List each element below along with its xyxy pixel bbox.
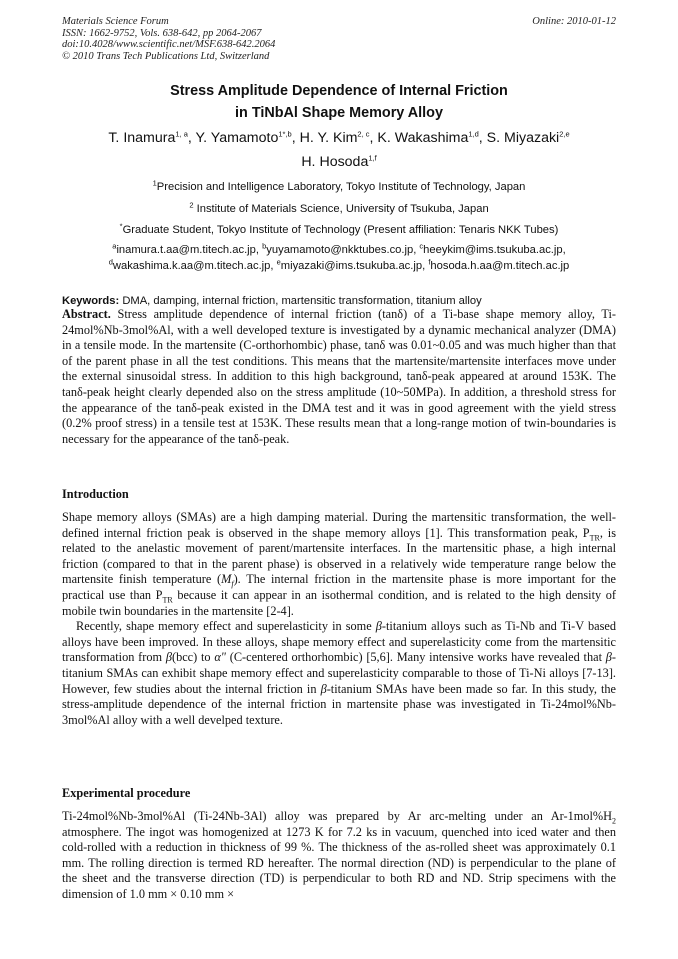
author-mark: 1*,b [278,129,292,139]
affiliation-text: Precision and Intelligence Laboratory, Tokyo Institute of Technology, Japan [156,181,526,193]
experimental-body [62,809,616,903]
email-mark: f [428,256,431,266]
journal-header [62,16,616,62]
abstract [62,307,616,447]
online-date: Online: 2010-01-12 [532,16,616,27]
author-name: S. Miyazaki [486,130,560,146]
author-list: T. Inamura$^{1, a}$, Y. Yamamoto$^{1*,b}$, H. Y. Kim$^{2, c}$, K. Wakashima$^{1,d}$, S. Miyazaki$^{2,e}$ H. Hosoda$^{1,f}$ [108,129,570,170]
author-mark: 1,d [468,129,479,139]
doi-line: doi:10.4028/www.scientific.net/MSF.638-642.2064 [62,39,276,51]
email-address[interactable]: wakashima.k.aa@m.titech.ac.jp, [112,259,274,272]
abstract-text: Stress amplitude dependence of internal friction (tanδ) of a Ti-base shape memory alloy, Ti-24mol%Nb-3mol%Al, with a well developed texture is investigated by a dynamic mechanical analyzer (DMA) in a tensile mode. In the martensite (C-orthorhombic) phase, tanδ was 0.01~0.05 and was much higher than that of the parent phase in all the test conditions. This means that the martensite/martensite interfaces move under the external sinusoidal stress. In addition to this high background, tanδ-peak appeared at around 153K. The tanδ-peak height clearly depended also on the stress amplitude (10~50MPa). In addition, a threshold stress for the appearance of the tanδ-peak existed in the DMA test and it was in good agreement with the yield stress (0.2% proof stress) in a tensile test at 153K. These results mean that a long-range motion of twin-boundaries is necessary for the appearance of the tanδ-peak. [62,307,617,446]
email-mark: e [276,256,281,266]
author-name: H. Hosoda [301,154,369,170]
affiliation-text: Graduate Student, Tokyo Institute of Technology (Present affiliation: Tenaris NKK Tubes) [122,224,559,236]
author-mark: 2, c [357,129,370,139]
affiliation-mark: * [119,221,123,231]
author-mark: 2,e [559,129,570,139]
introduction-body [62,510,616,728]
author-name: T. Inamura [108,130,176,146]
author-name: Y. Yamamoto [195,130,279,146]
intro-paragraph-1: Shape memory alloys (SMAs) are a high damping material. During the martensitic transformation, the well-defined internal friction peak is observed in the shape memory alloys [1]. This transformation peak, $P_{TR}$, is related to the anelastic movement of parent/martensite interfaces. In the martensitic phase, a high internal friction (compared to that in the parent phase) is observed in a relatively wide temperature range below the martensite finish temperature $(M_f)$. The internal friction in the martensite phase is more important for the practical use than $P_{TR}$ because it can appear in an isothermal condition, and is related to the high density of mobile twin boundaries in the martensite [2-4]. [62,510,617,618]
email-list [62,243,616,274]
author-name: H. Y. Kim [299,130,358,146]
email-address[interactable]: heeykim@ims.tsukuba.ac.jp, [423,244,566,256]
email-address[interactable]: hosoda.h.aa@m.titech.ac.jp [430,259,570,272]
affiliation-2 [62,202,616,217]
abstract-label: Abstract. [62,307,111,321]
section-heading-experimental: Experimental procedure [62,786,191,800]
keywords-text: DMA, damping, internal friction, martensitic transformation, titanium alloy [122,295,482,307]
title-line-1: Stress Amplitude Dependence of Internal Friction [170,83,508,99]
keywords-label: Keywords: [62,295,120,307]
copyright-line: © 2010 Trans Tech Publications Ltd, Switzerland [62,50,270,62]
affiliation-1 [62,180,616,195]
intro-paragraph-2: Recently, shape memory effect and superelasticity in some β-titanium alloys such as Ti-Nb and Ti-V based alloys have been improved. In these alloys, shape memory effect and superelasticity come from the martensitic transformation from β(bcc) to α" (C-centered orthorhombic) [5,6]. Many intensive works have revealed that β-titanium SMAs can exhibit shape memory effect and superelasticity comparable to those of Ti-Ni alloys [7-13]. However, few studies about the internal friction in β-titanium SMAs have been made so far. In this study, the stress-amplitude dependence of the internal friction in martensite phase was investigated in Ti-24mol%Nb-3mol%Al alloy with a well develped texture. [62,619,617,727]
affiliation-mark: 1 [152,178,157,188]
affiliation-3 [62,223,616,238]
affiliation-mark: 2 [189,200,194,210]
section-heading-introduction: Introduction [62,487,129,501]
email-mark: a [112,241,117,251]
email-mark: d [108,256,113,266]
email-mark: b [262,241,267,251]
email-address[interactable]: inamura.t.aa@m.titech.ac.jp, [116,244,259,256]
title-line-2: in TiNbAl Shape Memory Alloy [235,105,443,121]
affiliation-text: Institute of Materials Science, University of Tsukuba, Japan [196,203,489,215]
paper-title [62,80,616,124]
author-name: K. Wakashima [377,130,469,146]
email-address[interactable]: miyazaki@ims.tsukuba.ac.jp, [280,259,426,272]
email-mark: c [419,241,424,251]
experimental-paragraph-1: Ti-24mol%Nb-3mol%Al (Ti-24Nb-3Al) alloy was prepared by Ar arc-melting under an $Ar-1mol\%H_2$ atmosphere. The ingot was homogenized at 1273 K for 7.2 ks in vacuum, quenched into iced water and then cold-rolled with a reduction in thickness of 99 %. The thickness of the as-rolled sheet was approximately 0.1 mm. The rolling direction is termed RD hereafter. The normal direction (ND) is perpendicular to the plane of the sheet and the transverse direction (TD) is perpendicular to both RD and ND. Strip specimens with the dimension of 1.0 mm × 0.10 mm × [62,809,616,901]
author-mark: 1,f [368,153,377,163]
issn-line: ISSN: 1662-9752, Vols. 638-642, pp 2064-2067 [62,27,262,39]
keywords-line [62,294,616,308]
author-mark: 1, a [175,129,188,139]
email-address[interactable]: yuyamamoto@nkktubes.co.jp, [266,244,417,256]
journal-name: Materials Science Forum [62,16,169,27]
